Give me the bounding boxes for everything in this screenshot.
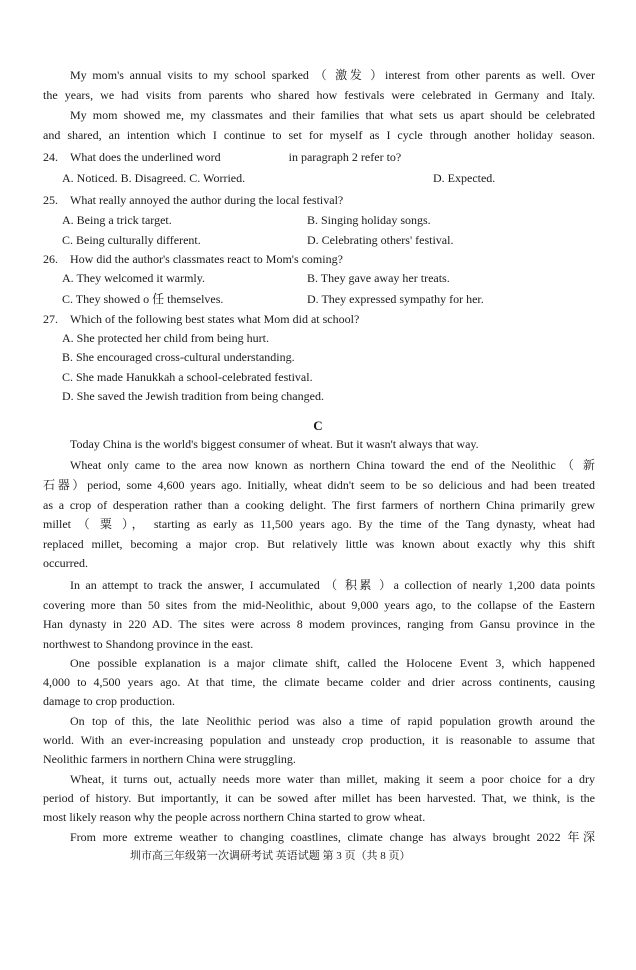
passage-line: My mom's annual visits to my school sparked （ 激发 ）interest from other parents as well. Over (70, 68, 595, 82)
passage-line: In an attempt to track the answer, I accumulated （ 积累 ）a collection of nearly 1,200 data points (70, 578, 595, 592)
passage-line: northwest to Shandong province in the east. (43, 637, 254, 651)
passage-line: millet （ 粟 ）， starting as early as 11,500 years ago. By the time of the Tang dynasty, wheat had (43, 517, 595, 531)
question-option: A. They welcomed it warmly. (62, 271, 205, 285)
passage-line: Wheat only came to the area now known as northern China toward the end of the Neolithic （ 新 (70, 458, 595, 472)
passage-line: My mom showed me, my classmates and their families that what sets us apart should be celebrated (70, 108, 595, 122)
question-option: D. They expressed sympathy for her. (307, 292, 484, 306)
question-option: D. Celebrating others' festival. (307, 233, 454, 247)
question-option: C. Being culturally different. (62, 233, 201, 247)
question-option: A. Being a trick target. (62, 213, 172, 227)
passage-line: occurred. (43, 556, 88, 570)
question-number: 24. (43, 150, 58, 164)
question-option: D. Expected. (433, 171, 496, 185)
passage-line: and shared, an intention which I continue to set for myself as I cycle through another holiday season. (43, 128, 595, 142)
question-stem: What does the underlined word in paragraph 2 refer to? (70, 150, 402, 164)
question-option: A. She protected her child from being hurt. (62, 331, 269, 345)
question-number: 26. (43, 252, 58, 266)
question-stem: Which of the following best states what Mom did at school? (70, 312, 360, 326)
passage-line: Neolithic farmers in northern China were struggling. (43, 752, 296, 766)
passage-line: period of history. But importantly, it can be sowed after millet has been harvested. That, we think, is the (43, 791, 595, 805)
question-option: B. She encouraged cross-cultural understanding. (62, 350, 295, 364)
passage-line: the years, we had visits from parents who shared how festivals were celebrated in Germany and Italy. (43, 88, 595, 102)
question-stem: What really annoyed the author during the local festival? (70, 193, 344, 207)
passage-line: 石器）period, some 4,600 years ago. Initially, wheat didn't seem to be so delicious and had been treated (43, 478, 595, 492)
passage-line: On top of this, the late Neolithic period was also a time of rapid population growth around the (70, 714, 595, 728)
passage-line: From more extreme weather to changing coastlines, climate change has always brought 2022 年深 (70, 830, 595, 844)
question-option: C. She made Hanukkah a school-celebrated festival. (62, 370, 313, 384)
question-number: 27. (43, 312, 58, 326)
question-stem: How did the author's classmates react to Mom's coming? (70, 252, 343, 266)
question-option: A. Noticed. B. Disagreed. C. Worried. (62, 171, 246, 185)
passage-line: Wheat, it turns out, actually needs more water than millet, making it seem a poor choice for a dry (70, 772, 595, 786)
passage-line: One possible explanation is a major climate shift, called the Holocene Event 3, which happened (70, 656, 595, 670)
question-option: D. She saved the Jewish tradition from being changed. (62, 389, 324, 403)
page-footer: 圳市高三年级第一次调研考试 英语试题 第 3 页（共 8 页） (130, 850, 411, 862)
passage-line: world. With an ever-increasing population and unsteady crop production, it is reasonable to assume that (43, 733, 595, 747)
passage-line: damage to crop production. (43, 694, 175, 708)
question-option: B. Singing holiday songs. (307, 213, 431, 227)
passage-line: replaced millet, becoming a major crop. But relatively little was known about exactly why this shift (43, 537, 595, 551)
question-number: 25. (43, 193, 58, 207)
passage-line: Today China is the world's biggest consumer of wheat. But it wasn't always that way. (70, 437, 479, 451)
question-option: B. They gave away her treats. (307, 271, 450, 285)
section-heading: C (313, 418, 323, 433)
passage-line: as a crop of desperation rather than a cooking delight. The first farmers of northern China primarily grew (43, 498, 595, 512)
passage-line: most likely reason why the people across northern China started to grow wheat. (43, 810, 426, 824)
passage-line: 4,000 to 4,500 years ago. At that time, the climate became colder and drier across continents, causing (43, 675, 595, 689)
passage-line: covering more than 50 sites from the mid-Neolithic, about 9,000 years ago, to the collapse of the Eastern (43, 598, 595, 612)
question-option: C. They showed o 任 themselves. (62, 292, 224, 306)
passage-line: Han dynasty in 220 AD. The sites were across 8 modem provinces, ranging from Gansu province in the (43, 617, 595, 631)
